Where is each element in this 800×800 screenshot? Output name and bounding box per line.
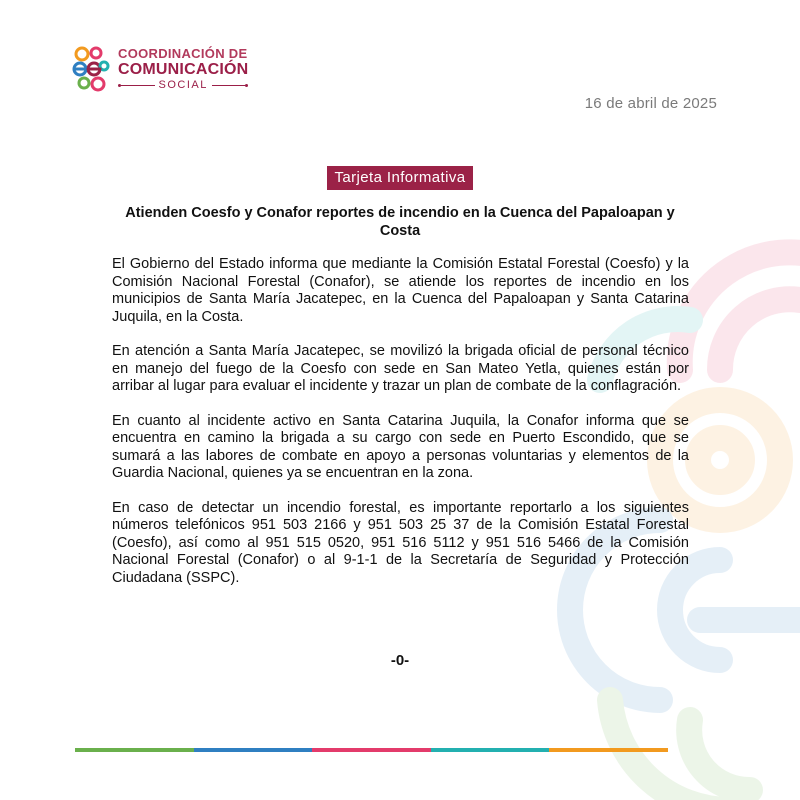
coordinacion-logo-icon	[72, 44, 112, 94]
headline: Atienden Coesfo y Conafor reportes de incendio en la Cuenca del Papaloapan y Costa	[125, 205, 675, 239]
logo-line-2: COMUNICACIÓN	[118, 61, 249, 78]
document-type-badge: Tarjeta Informativa	[327, 166, 474, 190]
logo-line-3-text: SOCIAL	[158, 79, 208, 91]
closing-mark: -0-	[390, 652, 410, 669]
paragraph: En caso de detectar un incendio forestal, es importante reportarlo a los siguientes números telefónicos 951 503 2166 y 951 503 25 37 de la Comisión Estatal Forestal (Coesfo), así como al 951 515 0520, 951 516 5112 y 951 516 5466 de la Comisión Nacional Forestal (Conafor) o al 9-1-1 de la Secretaría de Seguridad y Protección Ciudadana (SSPC).	[112, 499, 689, 586]
header-logo	[72, 44, 248, 94]
bar-segment-green	[75, 748, 194, 752]
logo-rule-left	[121, 85, 155, 86]
paragraph: En atención a Santa María Jacatepec, se movilizó la brigada oficial de personal técnico en manejo del fuego de la Coesfo con sede en San Mateo Yetla, quienes están por arribar al lugar para evaluar el incidente y trazar un plan de combate de la conflagración.	[112, 343, 689, 394]
bar-segment-blue	[194, 748, 313, 752]
logo-rule-right	[212, 85, 246, 86]
paragraph: En cuanto al incidente activo en Santa Catarina Juquila, la Conafor informa que se encuentra en camino la brigada a su cargo con sede en Puerto Escondido, que se sumará a las labores de combate en apoyo a personas voluntarias y elementos de la Guardia Nacional, quienes ya se encuentran en la zona.	[112, 412, 689, 481]
bar-segment-teal	[431, 748, 550, 752]
document-date: 16 de abril de 2025	[584, 95, 717, 112]
paragraph: El Gobierno del Estado informa que mediante la Comisión Estatal Forestal (Coesfo) y la Comisión Nacional Forestal (Conafor), se atiende los reportes de incendio en los municipios de Santa María Jacatepec, en la Cuenca del Papaloapan y Santa Catarina Juquila, en la Costa.	[112, 256, 689, 325]
logo-line-3	[118, 80, 248, 91]
footer-color-bar	[75, 748, 668, 752]
document-body	[112, 256, 689, 604]
logo-dot-right	[245, 84, 248, 87]
bar-segment-pink	[312, 748, 431, 752]
logo-line-1: COORDINACIÓN DE	[118, 46, 248, 61]
bar-segment-orange	[549, 748, 668, 752]
